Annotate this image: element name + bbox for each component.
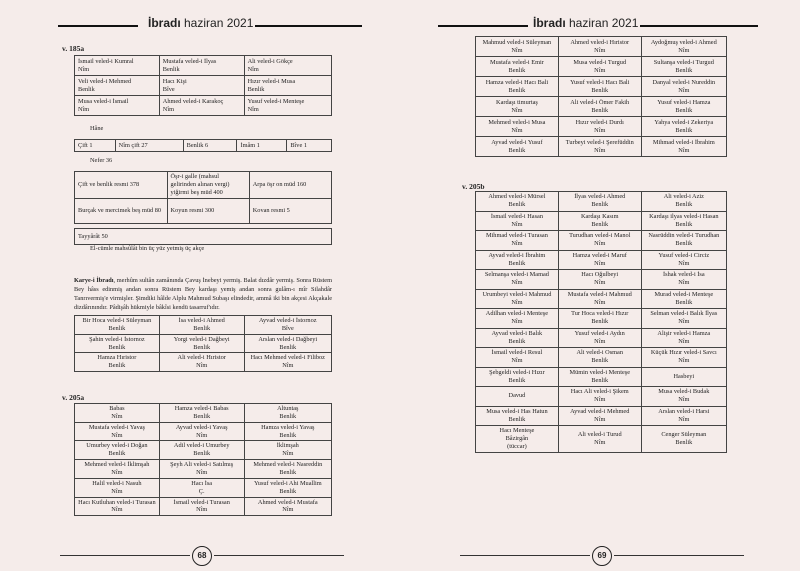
table-cell: Kardaşı Kasım Benlik [558, 211, 641, 231]
tax-unit-table [74, 139, 332, 152]
table-row [476, 387, 727, 407]
table-cell: Yusuf veled-i Circiz Nîm [641, 250, 726, 270]
table-cell: Arpa öşr on müd 160 [249, 172, 331, 199]
table-cell: Musa veled-i İsmail Nîm [75, 96, 160, 116]
folio-heading: v. 205a [62, 393, 85, 402]
header-rule [255, 25, 362, 27]
hane-label: Hâne [90, 125, 104, 132]
table-cell: İsmail veled-i Kumral Nîm [75, 56, 160, 76]
table-cell: Yorgi veled-i Dağbeyi Benlik [159, 334, 244, 353]
table-cell: Sultanşa veled-i Turgud Benlik [641, 57, 726, 77]
table-cell: Musa veled-i Has Hatun Benlik [476, 406, 559, 426]
table-cell: Halil veled-i Nasuh Nîm [75, 478, 160, 497]
table-cell: Yusuf veled-i Hamza Benlik [641, 97, 726, 117]
table-cell: Altuntaş Benlik [244, 404, 331, 423]
table-cell: Arslan veled-i Harsi Nîm [641, 406, 726, 426]
table-cell: Yusuf veled-i Aydın Nîm [558, 328, 641, 348]
table-cell: İsmail veled-i Turasan Nîm [159, 497, 244, 516]
table-row [75, 56, 332, 76]
table-cell: Hacı Kutluhan veled-i Turasan Nîm [75, 497, 160, 516]
table-cell: Hamza veled-i Maruf Nîm [558, 250, 641, 270]
table-cell: Hamza veled-i Yavaş Benlik [244, 422, 331, 441]
table-row [476, 406, 727, 426]
household-table-205b [475, 191, 727, 453]
table-cell: Ahmed veled-i Mustafa Nîm [244, 497, 331, 516]
right-page [400, 0, 800, 571]
table-row [476, 57, 727, 77]
table-cell: Küçük Hızır veled-i Savcı Nîm [641, 348, 726, 368]
household-table-villagers [74, 315, 332, 372]
revenue-table [74, 171, 332, 224]
table-cell: Mustafa veled-i Emir Benlik [476, 57, 559, 77]
table-cell: Benlik 6 [183, 140, 237, 152]
table-cell: Koyun resmi 300 [167, 198, 249, 223]
table-row [476, 137, 727, 157]
footer-rule [460, 555, 590, 556]
table-cell: Musa veled-i Turgud Nîm [558, 57, 641, 77]
table-cell: Mustafa veled-i Yavaş Nîm [75, 422, 160, 441]
table-cell: Ahmed veled-i Hıristor Nîm [558, 37, 641, 57]
table-cell: Ahmed veled-i Mürsel Benlik [476, 192, 559, 212]
footer-rule [60, 555, 190, 556]
table-cell: Hamza Hıristor Benlik [75, 353, 160, 372]
table-cell: Selman veled-i Balık İlyas Nîm [641, 309, 726, 329]
table-cell: Mümin veled-i Menteşe Benlik [558, 367, 641, 387]
header-rule [58, 25, 138, 27]
table-cell: Nasrüddin veled-i Turudhan Benlik [641, 231, 726, 251]
table-cell: Bîve 1 [287, 140, 332, 152]
table-cell: Selmanşa veled-i Mamad Nîm [476, 270, 559, 290]
header-title: İbradı haziran 2021 [148, 16, 254, 30]
table-cell: İklimşah Nîm [244, 441, 331, 460]
village-description: Karye-i İbradı, merhûm sultân zamânında Çavuş İnebeyi yermiş. Balat dızdâr yermiş. Sonra Rüstem Bey hâss edinmiş andan sonra Rüstem Bey kardaşı yemiş andan sonra gulâm-ı mîr Silahdâr Tanrıvermiş'e virmişler. Şimdiki hâlde Alplu Mahmud Subaşı elindedir, ammâ iki bin akçesi Akçakale dizdârınındır. Pâdişâh hükmiyle bâkîsi kendü tasarruf'ıdır. [74, 277, 332, 312]
household-table-185a [74, 55, 332, 116]
table-cell: Hacı İsa Ç. [159, 478, 244, 497]
table-cell: Ali veled-i Gökçe Nîm [244, 56, 331, 76]
table-cell: Adil veled-i Umurbey Benlik [159, 441, 244, 460]
table-cell: Umurbey veled-i Doğan Benlik [75, 441, 160, 460]
table-cell: İsmail veled-i Hasan Nîm [476, 211, 559, 231]
table-row [75, 404, 332, 423]
table-cell: Alişir veled-i Hamza Nîm [641, 328, 726, 348]
table-cell: Mihmad veled-i Turasan Nîm [476, 231, 559, 251]
table-cell: Arslan veled-i Dağbeyi Benlik [244, 334, 331, 353]
table-cell: Ali veled-i Hıristor Nîm [159, 353, 244, 372]
table-row [75, 140, 332, 152]
table-cell: Yahya veled-i Zekeriya Benlik [641, 117, 726, 137]
footer-rule [614, 555, 744, 556]
table-row [75, 422, 332, 441]
table-cell: Adilhan veled-i Menteşe Nîm [476, 309, 559, 329]
table-cell: Danyal veled-i Nureddin Nîm [641, 77, 726, 97]
table-cell: Mustafa veled-i Mahmud Nîm [558, 289, 641, 309]
table-cell: Mehmed veled-i Nasreddin Benlik [244, 460, 331, 479]
table-cell: Bir Hoca veled-i Süleyman Benlik [75, 316, 160, 335]
table-row [75, 316, 332, 335]
header-title: İbradı haziran 2021 [533, 16, 639, 30]
table-row [75, 198, 332, 223]
table-cell: Ayvad veled-i Balık Benlik [476, 328, 559, 348]
table-row [75, 76, 332, 96]
table-row [476, 289, 727, 309]
table-cell: Cenger Süleyman Benlik [641, 426, 726, 453]
right-header [400, 14, 800, 30]
table-cell: Davud [476, 387, 559, 407]
table-row [476, 426, 727, 453]
page-number: 68 [192, 546, 212, 566]
header-rule [438, 25, 528, 27]
table-cell: Kardaşı timurtaş Nîm [476, 97, 559, 117]
table-cell: Ayvad veled-i Yusuf Benlik [476, 137, 559, 157]
table-cell: Hızır veled-i Musa Benlik [244, 76, 331, 96]
table-cell: Hacı Ali veled-i Şikem Nîm [558, 387, 641, 407]
table-cell: Mihmad veled-i İbrahim Nîm [641, 137, 726, 157]
table-cell: İmâm 1 [237, 140, 287, 152]
table-cell: Hacı Menteşe Bâzirgân (tüccar) [476, 426, 559, 453]
tayyarat-cell: Tayyârât 50 [75, 229, 332, 245]
nefer-label: Nefer 36 [90, 157, 113, 164]
table-row [476, 367, 727, 387]
table-cell: Kovan resmi 5 [249, 198, 331, 223]
table-row [476, 97, 727, 117]
table-cell: İsa veled-i Ahmed Benlik [159, 316, 244, 335]
table-cell: Kardaşı ilyas veled-i Hasan Benlik [641, 211, 726, 231]
table-cell: Hacı Kişi Bîve [159, 76, 244, 96]
table-cell: Murad veled-i Menteşe Benlik [641, 289, 726, 309]
table-cell: Ali veled-i Ömer Fakih Benlik [558, 97, 641, 117]
table-row [476, 117, 727, 137]
table-row [476, 211, 727, 231]
table-cell: Ayvad veled-i İbrahim Benlik [476, 250, 559, 270]
folio-heading: v. 185a [62, 44, 85, 53]
folio-heading: v. 205b [462, 182, 485, 191]
table-row [476, 77, 727, 97]
tayyarat-table [74, 228, 332, 245]
table-row [75, 478, 332, 497]
footer-rule [214, 555, 344, 556]
table-cell: Burçak ve mercimek beş müd 80 [75, 198, 168, 223]
table-cell: Şebgeldi veled-i Hızır Benlik [476, 367, 559, 387]
table-cell: Urumbeyi veled-i Mahmud Nîm [476, 289, 559, 309]
table-cell: Çift 1 [75, 140, 116, 152]
table-row [75, 172, 332, 199]
table-cell: Ali veled-i Osman Benlik [558, 348, 641, 368]
table-row [75, 353, 332, 372]
table-cell: Ali veled-i Turud Nîm [558, 426, 641, 453]
table-cell: Ayvad veled-i Mehmed Nîm [558, 406, 641, 426]
table-row [476, 37, 727, 57]
table-cell: Babas Nîm [75, 404, 160, 423]
table-cell: Ali veled-i Aziz Benlik [641, 192, 726, 212]
total-revenue-text: El-cümle mahsûlât bin üç yüz yetmiş üç akçe [90, 245, 205, 252]
table-row [476, 328, 727, 348]
table-cell: Ayvad veled-i İstornoz Bîve [244, 316, 331, 335]
table-cell: İsmail veled-i Resul Nîm [476, 348, 559, 368]
table-cell: Veli veled-i Mehmed Benlik [75, 76, 160, 96]
household-table-continued [475, 36, 727, 157]
table-cell: Yusuf veled-i Menteşe Nîm [244, 96, 331, 116]
table-cell: Hacı Mehmed veled-i Filiboz Nîm [244, 353, 331, 372]
table-row [75, 460, 332, 479]
table-cell: Mahmud veled-i Süleyman Nîm [476, 37, 559, 57]
table-cell: Hızır veled-i Durdı Nîm [558, 117, 641, 137]
table-row [75, 441, 332, 460]
header-rule [640, 25, 758, 27]
table-cell: Hamza veled-i Hacı Bali Benlik [476, 77, 559, 97]
table-cell: Musa veled-i Budak Nîm [641, 387, 726, 407]
table-cell: Ahmed veled-i Karakoç Nîm [159, 96, 244, 116]
table-cell: Hasbeyi [641, 367, 726, 387]
table-cell: Şahin veled-i İstornoz Benlik [75, 334, 160, 353]
household-table-205a [74, 403, 332, 516]
table-cell: Şeyh Ali veled-i Satılmış Nîm [159, 460, 244, 479]
table-cell: Hamza veled-i Babas Benlik [159, 404, 244, 423]
table-row [476, 192, 727, 212]
table-cell: Turudhan veled-i Manol Nîm [558, 231, 641, 251]
table-row [75, 497, 332, 516]
page-number: 69 [592, 546, 612, 566]
table-cell: İlyas veled-i Ahmed Benlik [558, 192, 641, 212]
table-cell: Mehmed veled-i İklimşah Nîm [75, 460, 160, 479]
table-cell: Hacı Oğulbeyi Nîm [558, 270, 641, 290]
table-cell: Tur Hoca veled-i Hızır Benlik [558, 309, 641, 329]
table-row [75, 96, 332, 116]
table-cell: Mehmed veled-i Musa Nîm [476, 117, 559, 137]
table-cell: Ayvad veled-i Yavaş Nîm [159, 422, 244, 441]
table-cell: Nîm çift 27 [115, 140, 183, 152]
table-row [476, 250, 727, 270]
table-row [75, 334, 332, 353]
table-cell: Aydoğmuş veled-i Ahmed Nîm [641, 37, 726, 57]
table-cell: Yusuf veled-i Hacı Bali Benlik [558, 77, 641, 97]
left-header [0, 14, 400, 30]
table-cell: Yusuf veled-i Ahi Muallim Benlik [244, 478, 331, 497]
table-cell: Çift ve benlik resmi 378 [75, 172, 168, 199]
table-row [476, 309, 727, 329]
table-cell: İshak veled-i İsa Nîm [641, 270, 726, 290]
table-cell: Mustafa veled-i İlyas Benlik [159, 56, 244, 76]
table-row [476, 348, 727, 368]
table-row [476, 270, 727, 290]
table-cell: Turbeyi veled-i Şerefüddin Nîm [558, 137, 641, 157]
table-cell: Öşr-i galle (mahsul gelirinden alınan vergi) yiğirmi beş müd 400 [167, 172, 249, 199]
table-row [476, 231, 727, 251]
